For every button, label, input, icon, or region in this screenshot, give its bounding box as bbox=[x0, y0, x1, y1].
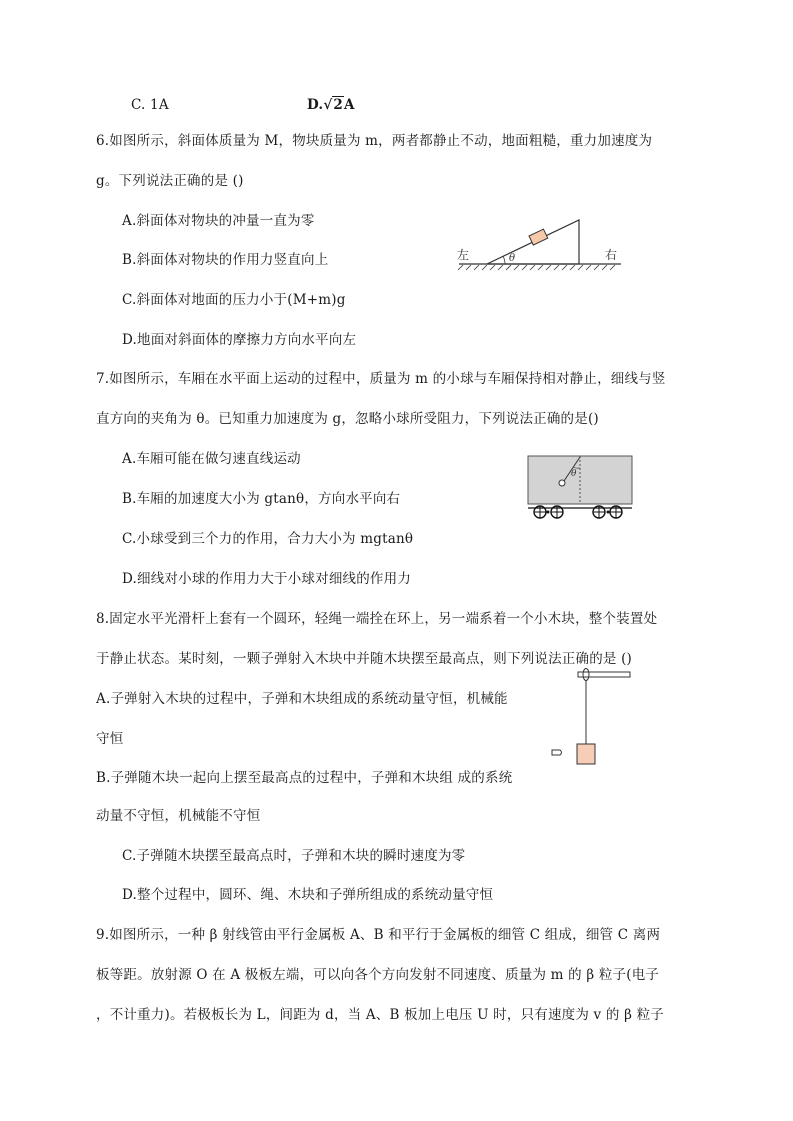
q6-stem-line1: 6.如图所示，斜面体质量为 M，物块质量为 m，两者都静止不动，地面粗糙，重力加速度为 bbox=[96, 133, 653, 149]
wooden-block bbox=[577, 744, 595, 764]
q5-option-d bbox=[307, 95, 355, 115]
q5-option-d-prefix: D. bbox=[307, 97, 324, 113]
q8-option-d: D.整个过程中，圆环、绳、木块和子弹所组成的系统动量守恒 bbox=[122, 887, 494, 903]
q7-option-c: C.小球受到三个力的作用，合力大小为 mgtanθ bbox=[122, 531, 414, 547]
right-label: 右 bbox=[605, 248, 618, 262]
q8-stem-line2: 于静止状态。某时刻，一颗子弹射入木块中并随木块摆至最高点，则下列说法正确的是 () bbox=[96, 651, 633, 667]
q8-pendulum-figure bbox=[546, 668, 636, 768]
q7-carriage-figure bbox=[526, 454, 636, 522]
q7-stem-line2: 直方向的夹角为 θ。已知重力加速度为 g，忽略小球所受阻力，下列说法正确的是() bbox=[96, 411, 599, 427]
q8-option-a-line1: A.子弹射入木块的过程中，子弹和木块组成的系统动量守恒，机械能 bbox=[96, 691, 508, 707]
q6-stem-line2: g。下列说法正确的是 () bbox=[96, 173, 244, 189]
q8-stem-line1: 8.固定水平光滑杆上套有一个圆环，轻绳一端拴在环上，另一端系着一个小木块，整个装置处 bbox=[96, 611, 658, 627]
q5-option-d-radicand: 2 bbox=[333, 97, 343, 113]
q5-option-c: C. 1A bbox=[131, 97, 169, 113]
left-label: 左 bbox=[457, 248, 470, 262]
angle-label: θ bbox=[509, 253, 516, 264]
carriage-angle-label: θ bbox=[571, 469, 577, 479]
q8-option-b-line2: 动量不守恒，机械能不守恒 bbox=[96, 808, 261, 824]
q7-option-d: D.细线对小球的作用力大于小球对细线的作用力 bbox=[122, 571, 412, 587]
q7-option-a: A.车厢可能在做匀速直线运动 bbox=[122, 451, 301, 467]
q7-stem-line1: 7.如图所示，车厢在水平面上运动的过程中，质量为 m 的小球与车厢保持相对静止，细线与竖 bbox=[96, 371, 666, 387]
q6-option-b: B.斜面体对物块的作用力竖直向上 bbox=[122, 252, 329, 268]
q6-option-d: D.地面对斜面体的摩擦力方向水平向左 bbox=[122, 332, 357, 348]
q6-incline-figure bbox=[455, 214, 625, 274]
q9-stem-line3: ，不计重力)。若极板长为 L，间距为 d，当 A、B 板加上电压 U 时，只有速度为 v 的 β 粒子 bbox=[96, 1007, 664, 1023]
q6-option-c: C.斜面体对地面的压力小于(M+m)g bbox=[122, 292, 346, 308]
q9-stem-line1: 9.如图所示，一种 β 射线管由平行金属板 A、B 和平行于金属板的细管 C 组成，细管 C 离两 bbox=[96, 927, 661, 943]
q9-stem-line2: 板等距。放射源 O 在 A 极板左端，可以向各个方向发射不同速度、质量为 m 的 β 粒子(电子 bbox=[96, 967, 660, 983]
q6-option-a: A.斜面体对物块的冲量一直为零 bbox=[122, 213, 315, 229]
q7-option-b: B.车厢的加速度大小为 gtanθ，方向水平向右 bbox=[122, 491, 401, 507]
q8-option-c: C.子弹随木块摆至最高点时，子弹和木块的瞬时速度为零 bbox=[122, 848, 466, 864]
q8-option-a-line2: 守恒 bbox=[96, 731, 124, 747]
ball bbox=[559, 480, 565, 486]
sqrt-symbol: √2 bbox=[323, 97, 343, 113]
bullet bbox=[552, 750, 562, 755]
q5-option-d-unit: A bbox=[344, 97, 355, 113]
q8-option-b-line1: B.子弹随木块一起向上摆至最高点的过程中，子弹和木块组 成的系统 bbox=[96, 770, 513, 786]
horizontal-rod bbox=[578, 672, 630, 677]
sliding-block bbox=[529, 229, 548, 245]
